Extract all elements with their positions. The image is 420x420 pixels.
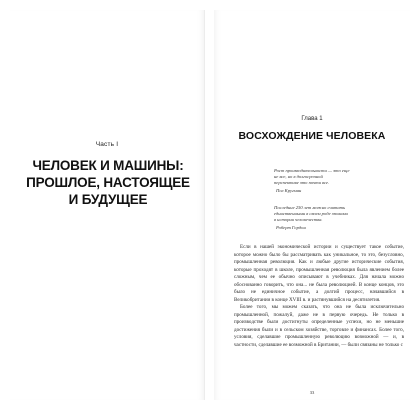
epigraph-line: перспективе это почти все. — [274, 180, 330, 186]
body-paragraph: Более того, мы можем сказать, что она не была исключительно промышленной, пожалуй, даже не в первую очередь. Не только в производстве были достигнуты определенные успехи, но не меньшие достижения были и в сельском хозяйстве, торговле и финансах. Более того, условия, сделавшие промышленную революцию возможной — и, в частности, сделавшие ее возможной в Британии, — были связаны не только с — [234, 304, 404, 348]
right-page — [214, 10, 410, 400]
chapter-label: Глава 1 — [301, 116, 323, 122]
chapter-title: ВОСХОЖДЕНИЕ ЧЕЛОВЕКА — [238, 130, 386, 142]
part-title — [12, 157, 204, 208]
part-label: Часть I — [95, 141, 119, 148]
epigraph-line: Рост производительности — это еще — [274, 168, 350, 173]
epigraph-line: Последние 250 лет можно считать — [274, 205, 346, 210]
page-number: 33 — [309, 390, 315, 395]
epigraph-line: единственными в своем роде эпохами — [274, 211, 348, 217]
epigraph-line: не все, но в долгосрочной — [274, 174, 323, 180]
epigraph — [274, 205, 390, 231]
body-text — [234, 244, 404, 349]
epigraph — [274, 168, 390, 194]
part-title-line: ПРОШЛОЕ, НАСТОЯЩЕЕ — [26, 175, 190, 190]
left-page — [10, 10, 205, 400]
body-paragraph: Если в нашей экономической истории и существует такое событие, которое можно было бы рассматривать как уникальное, то это, безусловно, промышленная революция. Как и любые другие исторические события, которые проходят в школе, промышленная революция была явлением более сложным, чем ее обычно описывают в учебниках. Для начала можно обоснованно говорить, что она... не была революцией. В конце концов, это было не единичное событие, а долгий процесс, начавшийся в Великобритании в конце XVIII в. и растянувшийся на десятилетия. — [234, 244, 404, 303]
epigraph-line: в истории человечества. — [274, 217, 323, 223]
epigraph-attribution: Роберт Гордон — [276, 224, 306, 230]
epigraph-attribution: Пол Кругман — [276, 187, 302, 193]
part-title-line: И БУДУЩЕЕ — [68, 192, 148, 207]
part-title-line: ЧЕЛОВЕК И МАШИНЫ: — [32, 158, 184, 173]
